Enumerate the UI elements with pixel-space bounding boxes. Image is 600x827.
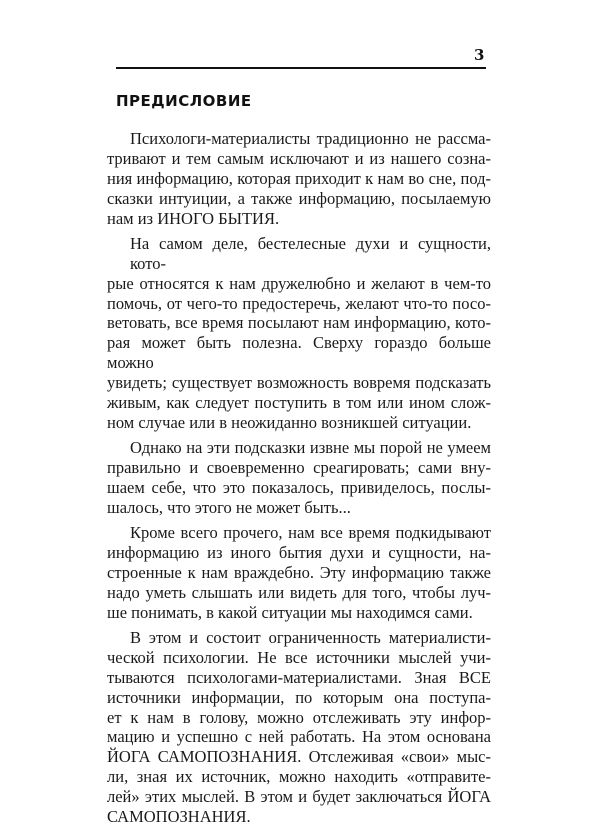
text-line: лей» этих мыслей. В этом и будет заключаться ЙОГА [107, 787, 491, 807]
text-line: В этом и состоит ограниченность материалисти- [130, 627, 491, 647]
text-line: рые относятся к нам дружелюбно и желают в чем-то [107, 273, 491, 293]
paragraph [107, 523, 491, 623]
paragraph [107, 628, 491, 827]
text-line: ветовать, все время посылают нам информацию, кото- [107, 313, 491, 333]
text-line: ше понимать, в какой ситуации мы находимся сами. [107, 602, 473, 622]
text-line: САМОПОЗНАНИЯ. [107, 807, 251, 827]
paragraph [107, 438, 491, 518]
text-line: рая может быть полезна. Сверху гораздо больше можно [107, 333, 491, 373]
paragraph [107, 129, 491, 229]
text-line: информацию из иного бытия духи и сущности, на- [107, 543, 491, 563]
text-line: ния информацию, которая приходит к нам во сне, под- [107, 168, 491, 188]
text-line: На самом деле, бестелесные духи и сущности, кото- [130, 233, 491, 273]
text-line: ческой психологии. Не все источники мыслей учи- [107, 647, 491, 667]
text-line: ном случае или в неожиданно возникшей ситуации. [107, 412, 472, 432]
chapter-heading: ПРЕДИСЛОВИЕ [116, 92, 252, 110]
text-line: нам из ИНОГО БЫТИЯ. [107, 208, 280, 228]
text-line: сказки интуиции, а также информацию, посылаемую [107, 188, 491, 208]
text-line: мацию и успешно с ней работать. На этом основана [107, 727, 491, 747]
text-line: шаем себе, что это показалось, привиделось, послы- [107, 478, 491, 497]
text-line: ли, зная их источник, можно находить «отправите- [107, 767, 491, 787]
text-line: Однако на эти подсказки извне мы порой не умеем [130, 438, 491, 458]
text-line: живым, как следует поступить в том или ином слож- [107, 393, 491, 413]
header-rule [116, 67, 486, 69]
paragraph [107, 234, 491, 433]
text-line: тривают и тем самым исключают и из нашего созна- [107, 148, 491, 168]
text-line: надо уметь слышать или видеть для того, чтобы луч- [107, 582, 491, 602]
text-line: тываются психологами-материалистами. Зная ВСЕ [107, 667, 491, 687]
page-number: 3 [474, 46, 485, 64]
text-line: Психологи-материалисты традиционно не рассма- [130, 129, 491, 148]
text-line: ет к нам в голову, можно отслеживать эту инфор- [107, 707, 491, 727]
text-line: ЙОГА САМОПОЗНАНИЯ. Отслеживая «свои» мыс- [107, 747, 491, 767]
body-text [107, 129, 491, 827]
text-line: шалось, что этого не может быть... [107, 497, 351, 517]
text-line: источники информации, по которым она поступа- [107, 687, 491, 707]
text-line: Кроме всего прочего, нам все время подкидывают [130, 523, 491, 543]
text-line: увидеть; существует возможность вовремя подсказать [107, 373, 491, 393]
text-line: строенные к нам враждебно. Эту информацию также [107, 562, 491, 582]
text-line: правильно и своевременно среагировать; сами вну- [107, 458, 491, 478]
text-line: помочь, от чего-то предостеречь, желают что-то посо- [107, 293, 491, 313]
